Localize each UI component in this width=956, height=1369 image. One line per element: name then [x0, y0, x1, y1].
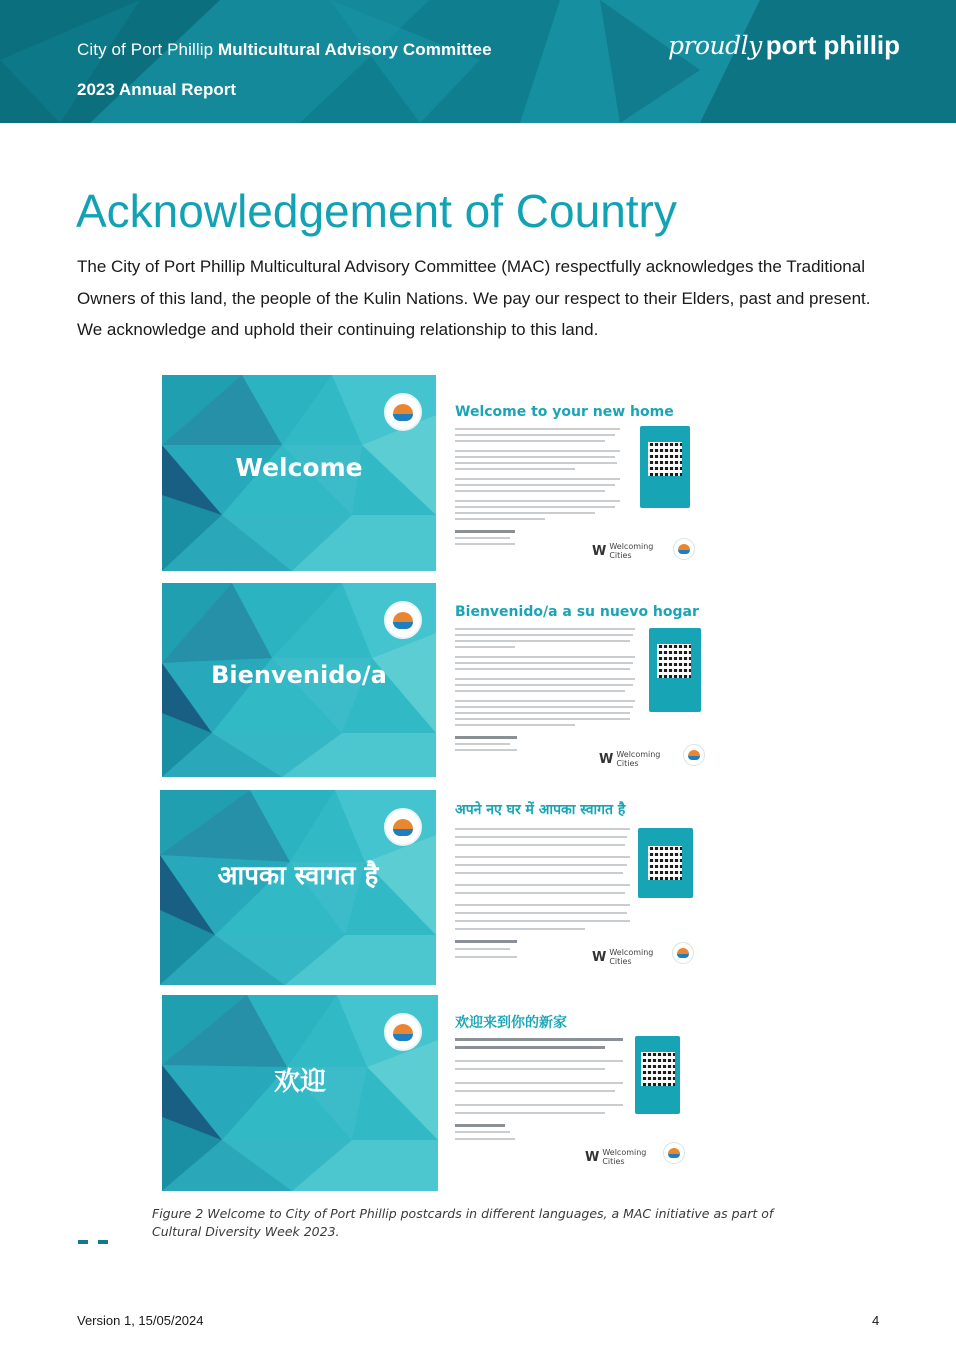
header-pattern	[0, 0, 956, 123]
proudly-port-phillip-logo: proudly port phillip	[668, 30, 901, 60]
postcard-back-title: Bienvenido/a a su nuevo hogar	[455, 604, 699, 620]
acknowledgement-paragraph: The City of Port Phillip Multicultural Advisory Committee (MAC) respectfully acknowledges the Traditional Owners of this land, the people of the Kulin Nations. We pay our respect to their Elders, past and present. We acknowledge and uphold their continuing relationship to this land.	[77, 257, 871, 339]
postcard-front-word: 欢迎	[273, 1067, 326, 1097]
postcard-front-word: आपका स्वागत है	[217, 861, 379, 891]
postcard-front-chinese	[162, 995, 438, 1191]
city-seal-icon	[683, 744, 705, 766]
city-seal-icon	[384, 393, 422, 431]
page-title: Acknowledgement of Country	[76, 185, 677, 237]
postcard-back-hindi	[455, 800, 700, 970]
city-seal-icon	[673, 538, 695, 560]
postcard-front-word: Welcome	[235, 453, 363, 482]
city-seal-icon	[672, 942, 694, 964]
postcard-front-english	[162, 375, 436, 571]
postcard-back-title: अपने नए घर में आपका स्वागत है	[455, 802, 626, 818]
city-seal-icon	[384, 601, 422, 639]
footer-page-number: 4	[872, 1313, 880, 1328]
welcoming-cities-logo: W Welcoming Cities	[585, 1148, 647, 1166]
welcoming-cities-logo: W Welcoming Cities	[592, 542, 654, 560]
postcard-front-spanish	[162, 583, 436, 777]
postcard-back-title: 欢迎来到你的新家	[455, 1015, 567, 1031]
welcoming-cities-logo: W Welcoming Cities	[592, 948, 654, 966]
postcard-back-english	[455, 404, 700, 574]
qr-code-icon	[649, 628, 701, 712]
footer-version: Version 1, 15/05/2024	[77, 1313, 204, 1328]
postcard-back-spanish	[455, 604, 710, 774]
welcoming-cities-logo: W Welcoming Cities	[599, 750, 661, 768]
qr-code-icon	[640, 426, 690, 508]
postcard-front-hindi	[160, 790, 436, 985]
qr-code-icon	[635, 1036, 680, 1114]
report-header	[0, 0, 956, 123]
city-seal-icon	[663, 1142, 685, 1164]
figure-caption: Figure 2 Welcome to City of Port Phillip postcards in different languages, a MAC initiative as part of Cultural Diversity Week 2023.	[152, 1206, 774, 1239]
postcard-back-chinese	[455, 1012, 700, 1172]
postcard-front-word: Bienvenido/a	[211, 661, 387, 689]
decorative-dashes	[78, 1240, 110, 1244]
header-org-line: City of Port Phillip Multicultural Advisory Committee	[77, 40, 492, 59]
header-report-title: 2023 Annual Report	[77, 80, 237, 99]
qr-code-icon	[638, 828, 693, 898]
postcard-back-title: Welcome to your new home	[455, 404, 674, 420]
city-seal-icon	[384, 1013, 422, 1051]
city-seal-icon	[384, 808, 422, 846]
